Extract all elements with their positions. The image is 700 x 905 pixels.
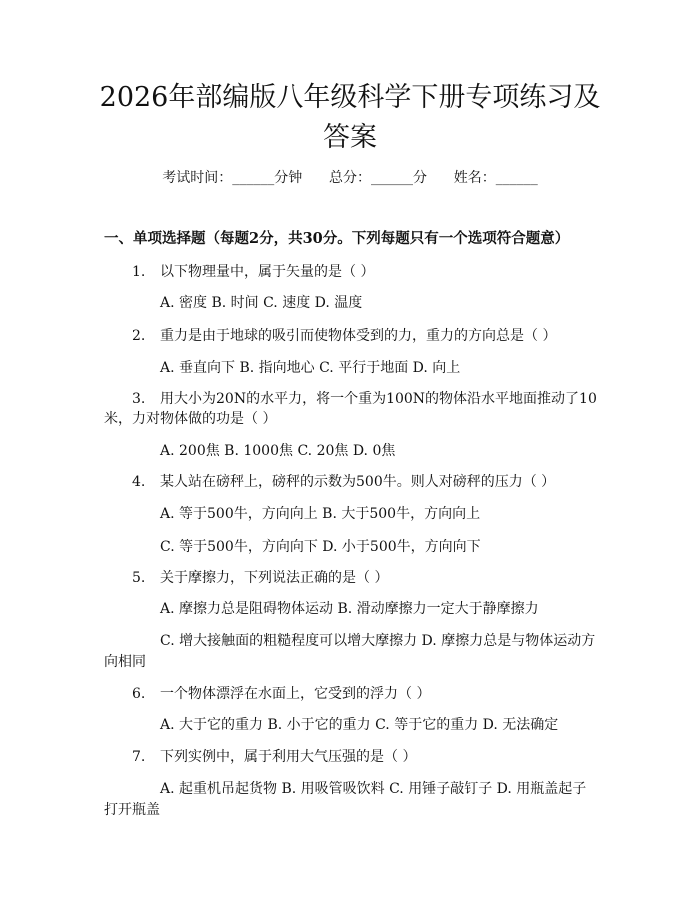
question-number: 7. bbox=[132, 749, 146, 765]
question-stem: 重力是由于地球的吸引而使物体受到的力，重力的方向总是（ ） bbox=[160, 328, 557, 344]
exam-info-line: 考试时间：______分钟 总分：______分 姓名：______ bbox=[162, 170, 538, 186]
question-7-options: A. 起重机吊起货物 B. 用吸管吸饮料 C. 用锤子敲钉子 D. 用瓶盖起子 bbox=[160, 781, 587, 797]
question-5-options-line-1: A. 摩擦力总是阻碍物体运动 B. 滑动摩擦力一定大于静摩擦力 bbox=[160, 601, 539, 617]
question-3-stem-continued: 米，力对物体做的功是（ ） bbox=[104, 411, 277, 427]
question-4-options-line-1: A. 等于500牛，方向向上 B. 大于500牛，方向向上 bbox=[160, 506, 481, 522]
question-3 bbox=[132, 389, 597, 409]
question-2-options: A. 垂直向下 B. 指向地心 C. 平行于地面 D. 向上 bbox=[160, 360, 461, 376]
question-2 bbox=[132, 326, 556, 346]
question-stem: 用大小为20N的水平力，将一个重为100N的物体沿水平地面推动了10 bbox=[160, 391, 597, 407]
question-number: 5. bbox=[132, 570, 146, 586]
question-6-options: A. 大于它的重力 B. 小于它的重力 C. 等于它的重力 D. 无法确定 bbox=[160, 717, 559, 733]
question-1 bbox=[132, 262, 374, 282]
question-7 bbox=[132, 747, 416, 767]
question-stem: 以下物理量中，属于矢量的是（ ） bbox=[160, 264, 375, 280]
question-stem: 关于摩擦力，下列说法正确的是（ ） bbox=[160, 570, 389, 586]
question-stem: 某人站在磅秤上，磅秤的示数为500牛。则人对磅秤的压力（ ） bbox=[160, 474, 556, 490]
question-number: 3. bbox=[132, 391, 146, 407]
question-4-options-line-2: C. 等于500牛，方向向下 D. 小于500牛，方向向下 bbox=[160, 539, 481, 555]
question-number: 6. bbox=[132, 686, 146, 702]
question-number: 2. bbox=[132, 328, 146, 344]
question-4 bbox=[132, 472, 555, 492]
question-5 bbox=[132, 568, 388, 588]
question-stem: 一个物体漂浮在水面上，它受到的浮力（ ） bbox=[160, 686, 431, 702]
question-1-options: A. 密度 B. 时间 C. 速度 D. 温度 bbox=[160, 295, 363, 311]
question-5-options-line-2: C. 增大接触面的粗糙程度可以增大摩擦力 D. 摩擦力总是与物体运动方 bbox=[160, 633, 596, 649]
page-title: 2026年部编版八年级科学下册专项练习及答案 bbox=[99, 82, 601, 153]
section-heading: 一、单项选择题（每题2分，共30分。下列每题只有一个选项符合题意） bbox=[104, 230, 570, 247]
question-6 bbox=[132, 684, 430, 704]
question-stem: 下列实例中，属于利用大气压强的是（ ） bbox=[160, 749, 417, 765]
question-number: 4. bbox=[132, 474, 146, 490]
question-number: 1. bbox=[132, 264, 146, 280]
question-3-options: A. 200焦 B. 1000焦 C. 20焦 D. 0焦 bbox=[160, 443, 396, 459]
question-7-options-continued: 打开瓶盖 bbox=[104, 802, 160, 818]
question-5-options-continued: 向相同 bbox=[104, 654, 146, 670]
